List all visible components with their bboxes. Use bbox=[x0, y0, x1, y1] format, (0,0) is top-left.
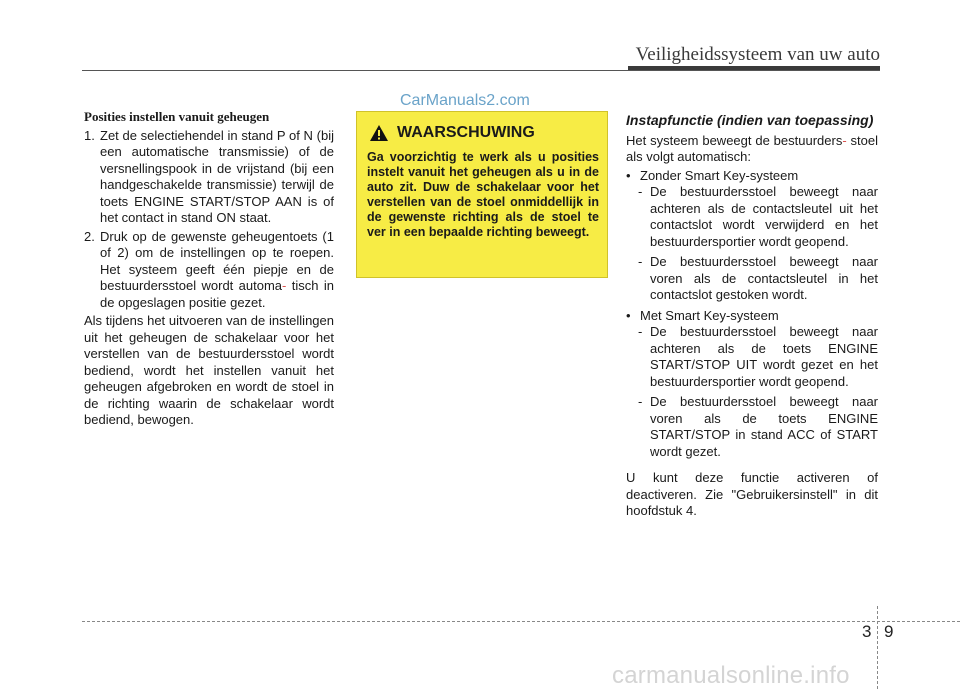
step-2 bbox=[84, 229, 334, 312]
bullet-label: Zonder Smart Key-systeem bbox=[640, 167, 799, 183]
closing-paragraph: U kunt deze functie activeren of deactiveren. Zie "Gebruikersinstell" in dit hoofdstuk 4. bbox=[626, 470, 878, 518]
sub-text: De bestuurdersstoel beweegt naar achteren als de contactsleutel uit het contactslot wordt verwijderd en het bestuurdersportier wordt geopend. bbox=[650, 184, 878, 249]
chapter-number: 3 bbox=[862, 622, 872, 641]
sub-item bbox=[638, 324, 878, 390]
header-rule bbox=[82, 70, 880, 71]
bullet-glyph: • bbox=[626, 167, 631, 183]
heading-entry-function: Instapfunctie (indien van toepassing) bbox=[626, 112, 874, 128]
warning-title: WAARSCHUWING bbox=[397, 124, 535, 141]
step-number: 2. bbox=[84, 228, 95, 244]
sub-item bbox=[638, 254, 878, 304]
step-1 bbox=[84, 128, 334, 227]
sub-item bbox=[638, 184, 878, 250]
column-right bbox=[626, 112, 878, 520]
column-left bbox=[84, 109, 334, 429]
sub-text: De bestuurdersstoel beweegt naar achteren als de toets ENGINE START/STOP UIT wordt gezet en het bestuurdersportier wordt geopend. bbox=[650, 324, 878, 389]
bullet-item bbox=[626, 168, 878, 185]
heading-memory-positions: Posities instellen vanuit geheugen bbox=[84, 109, 270, 124]
warning-box bbox=[356, 111, 608, 278]
bullet-label: Met Smart Key-systeem bbox=[640, 307, 779, 323]
watermark-top[interactable]: CarManuals2.com bbox=[400, 92, 530, 109]
warning-triangle-icon bbox=[369, 124, 389, 142]
warning-text: Ga voorzichtig te werk als u posities instelt vanuit het geheugen als u in de auto zit. Duw de schakelaar voor het verstellen van de stoel onmiddellijk in de gewenste richting als de stoel te ver in een bepaalde richting beweegt. bbox=[367, 150, 599, 239]
paragraph-interrupt: Als tijdens het uitvoeren van de instellingen uit het geheugen de schakelaar voor het verstellen van de bestuurdersstoel wordt bediend, wordt het instellen vanuit het geheugen afgebroken en wordt de stoel in de richting waarin de schakelaar wordt bediend, bewogen. bbox=[84, 313, 334, 427]
sub-text: De bestuurdersstoel beweegt naar voren als de toets ENGINE START/STOP in stand ACC of START wordt gezet. bbox=[650, 394, 878, 459]
dash-glyph: - bbox=[638, 324, 643, 339]
sub-item bbox=[638, 394, 878, 460]
step-text: Druk op de gewenste geheugentoets (1 of 2) om de instellingen op te roepen. Het systeem geeft één piepje en de bestuurdersstoel wordt automa- tisch in de opgeslagen positie gezet. bbox=[100, 228, 334, 310]
bullet-glyph: • bbox=[626, 307, 631, 323]
page-number: 9 bbox=[884, 622, 894, 641]
warning-header bbox=[369, 124, 607, 142]
footer-rule bbox=[82, 621, 960, 622]
header-rule-accent bbox=[628, 66, 880, 70]
dash-glyph: - bbox=[638, 254, 643, 269]
step-text: Zet de selectiehendel in stand P of N (bij een automatische transmissie) of de versnellingspook in de vrijstand (bij een handgeschakelde transmissie) terwijl de toets ENGINE START/STOP AAN is of het contact in stand ON staat. bbox=[100, 127, 334, 225]
page-separator bbox=[877, 606, 878, 689]
section-title: Veiligheidssysteem van uw auto bbox=[635, 44, 880, 65]
bullet-item bbox=[626, 308, 878, 325]
intro-text: Het systeem beweegt de bestuurders- stoel als volgt automatisch: bbox=[626, 132, 878, 164]
dash-glyph: - bbox=[638, 394, 643, 409]
watermark-bottom[interactable]: carmanualsonline.info bbox=[612, 662, 850, 689]
step-number: 1. bbox=[84, 127, 95, 143]
sub-text: De bestuurdersstoel beweegt naar voren als de contactsleutel in het contactslot gestoken wordt. bbox=[650, 254, 878, 302]
dash-glyph: - bbox=[638, 184, 643, 199]
